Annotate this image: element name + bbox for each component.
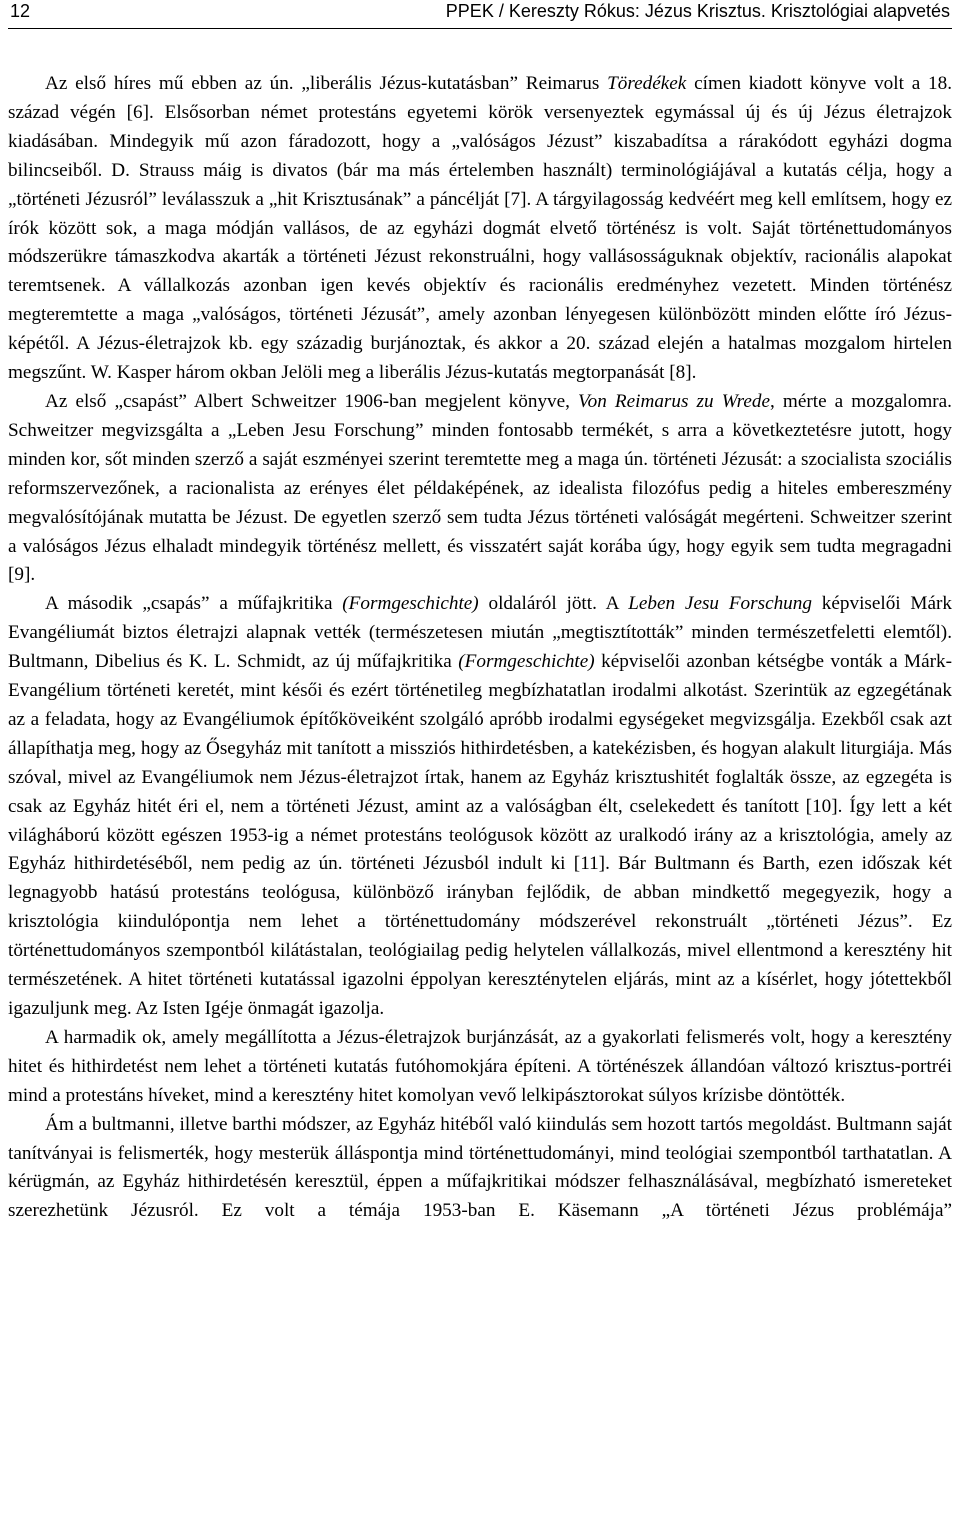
text-run: , mérte a mozgalomra. Schweitzer megvizsgálta a „Leben Jesu Forschung” minden fontosabb termékét, s arra a következtetésre jutott, hogy minden kor, sőt minden szerző a saját eszményei szerint teremtette meg a maga ún. történeti Jézusát: a szocialista szociális reformszervezőnek, a racionalista az erényes élet példaképének, az idealista filozófus pedig a hiteles embereszmény megvalósítójának mutatta be Jézust. De egyetlen szerző sem tudta Jézus történeti valóságát megérteni. Schweitzer szerint a valóságos Jézus elhaladt mindegyik történész mellett, és visszatért saját korába úgy, hogy egyik sem tudta megragadni [9]. <box>8 390 952 586</box>
page-header <box>8 0 952 29</box>
text-run: címen kiadott könyve volt a 18. század végén [6]. Elsősorban német protestáns egyetemi körök versenyeztek egymással új és új Jézus életrajzok kiadásában. Mindegyik mű azon fáradozott, hogy a „valóságos Jézust” kiszabadítsa a rárakódott egyházi dogma bilincseiből. D. Strauss máig is divatos (bár ma más értelemben használt) terminológiájával a kutatás célja, hogy a „történeti Jézusról” leválasszuk a „hit Krisztusának” a páncélját [7]. A tárgyilagosság kedvéért meg kell említsem, hogy ez írók között sok, a maga módján vallásos, de az egyházi dogmát elvető történész is volt. Saját történettudományos módszerükre támaszkodva akarták a történeti Jézust rekonstruálni, hogy vallásosságuknak objektív, racionális alapokat teremtsenek. A vállalkozás azonban igen kevés objektív és racionális eredményhez vezetett. Minden történész megteremtette a maga „valóságos, történeti Jézusát”, amely azonban lényegesen különbözött minden előtte író Jézus-képétől. A Jézus-életrajzok kb. egy századig burjánoztak, és akkor a 20. század elején a hatalmas mozgalom hirtelen megszűnt. W. Kasper három okban Jelöli meg a liberális Jézus-kutatás megtorpanását [8]. <box>8 73 952 384</box>
text-run: A harmadik ok, amely megállította a Jézus-életrajzok burjánzását, az a gyakorlati felismerés volt, hogy a keresztény hitet és hithirdetést nem lehet a történeti kutatás futóhomokjára építeni. A történészek állandóan változó krisztus-portréi mind a protestáns híveket, mind a keresztény hitet komolyan vevő lelkipásztorokat súlyos krízisbe döntötték. <box>8 1026 952 1106</box>
italic-text-run: (Formgeschichte) <box>342 593 479 615</box>
running-title: PPEK / Kereszty Rókus: Jézus Krisztus. Krisztológiai alapvetés <box>445 1 950 21</box>
paragraph <box>8 388 952 590</box>
text-run: oldaláról jött. A <box>478 593 629 615</box>
italic-text-run: Töredékek <box>607 73 687 94</box>
paragraph <box>8 1024 952 1111</box>
text-run: Az első „csapást” Albert Schweitzer 1906-ban megjelent könyve, <box>45 390 579 412</box>
italic-text-run: Leben Jesu Forschung <box>628 593 812 615</box>
text-run: Az első híres mű ebben az ún. „liberális Jézus-kutatásban” Reimarus <box>45 73 608 94</box>
italic-text-run: (Formgeschichte) <box>458 651 595 673</box>
text-run: képviselői azonban kétségbe vonták a Márk-Evangélium történeti keretét, mint késői és ezért történetileg megbízhatatlan irodalmi alkotást. Szerintük az egzegétának az a feladata, hogy az Evangéliumok építőköveiként szolgáló apróbb irodalmi egységeket megvizsgálja. Ezekből csak azt állapíthatja meg, hogy az Ősegyház mit tanított a missziós hithirdetésben, a katekézisben, és hogyan alakult liturgiája. Más szóval, mivel az Evangéliumok nem Jézus-életrajzot írtak, hanem az Egyház krisztushitét foglalták össze, az egzegéta is csak az Egyház hitét éri el, nem a történeti Jézust, amint az a valóságban élt, cselekedett és tanított [10]. Így lett a két világháború között egészen 1953-ig a német protestáns teológusok között az uralkodó irány az a krisztológia, amely az Egyház hithirdetéséből, nem pedig az ún. történeti Jézusból indult ki [11]. Bár Bultmann és Barth, ezen időszak két legnagyobb hatású protestáns teológusa, különböző irányban fejlődik, de abban mindkettő megegyezik, hogy a krisztológia kiindulópontja nem lehet a történettudomány módszerével rekonstruált „történeti Jézus”. Ez történettudományos szempontból kilátástalan, teológiailag pedig helytelen vállalkozás, mivel ellentmond a keresztény hit természetének. A hitet történeti kutatással igazolni éppolyan kereszténytelen eljárás, mint az a kísérlet, hogy jótettekből igazuljunk meg. Az Isten Igéje önmagát igazolja. <box>8 651 953 1019</box>
paragraph <box>8 70 952 388</box>
page-number: 12 <box>10 1 31 21</box>
text-run: Ám a bultmanni, illetve barthi módszer, az Egyház hitéből való kiindulás sem hozott tartós megoldást. Bultmann saját tanítványai is felismerték, hogy mesterük álláspontja mind történettudományi, mind teológiai szempontból tarthatatlan. A kérügmán, az Egyház hithirdetésén keresztül, éppen a műfajkritikai módszer felhasználásával, megbízható ismereteket szerezhetünk Jézusról. Ez volt a témája 1953-ban E. Käsemann „A történeti Jézus problémája” <box>8 1113 952 1222</box>
italic-text-run: Von Reimarus zu Wrede <box>578 390 771 412</box>
text-run: A második „csapás” a műfajkritika <box>45 593 343 615</box>
text-run: képviselői Márk Evangéliumát biztos életrajzi alapnak vették (természetesen miután „megtisztították” minden természetfeletti elemtől). Bultmann, Dibelius és K. L. Schmidt, az új műfajkritika <box>8 593 952 673</box>
paragraph <box>8 590 952 1024</box>
body-text <box>8 70 952 1226</box>
paragraph <box>8 1111 952 1227</box>
